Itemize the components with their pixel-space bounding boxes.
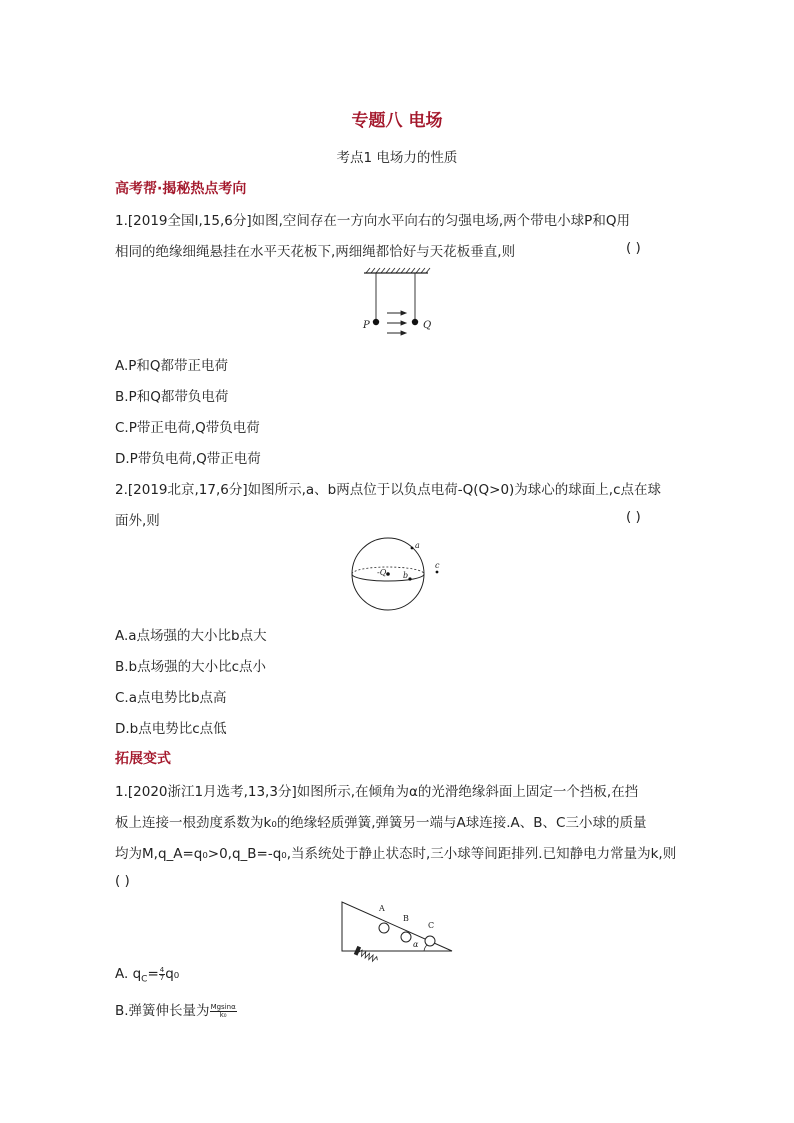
q1-stem-line1: 1.[2019全国Ⅰ,15,6分]如图,空间存在一方向水平向右的匀强电场,两个带电小球P和Q用: [115, 213, 630, 229]
q3-label-alpha: α: [413, 940, 419, 949]
q2-option-d: D.b点电势比c点低: [115, 721, 227, 737]
q3-stem-line2: 板上连接一根劲度系数为k₀的绝缘轻质弹簧,弹簧另一端与A球连接.A、B、C三小球的质量: [115, 815, 647, 831]
q3-option-a-sub: C: [141, 974, 148, 985]
q2-answer-paren: ( ): [626, 509, 641, 525]
page-title: 专题八 电场: [351, 111, 443, 131]
q3-option-b-fraction: [210, 1004, 237, 1019]
q2-label-c: c: [435, 561, 440, 570]
q2-figure-sphere: [350, 536, 450, 612]
q3-stem-line1: 1.[2020浙江1月选考,13,3分]如图所示,在倾角为α的光滑绝缘斜面上固定一个挡板,在挡: [115, 784, 639, 800]
q2-stem-line1: 2.[2019北京,17,6分]如图所示,a、b两点位于以负点电荷-Q(Q>0)为球心的球面上,c点在球: [115, 482, 662, 498]
q3-stem-line3: 均为M,q_A=q₀>0,q_B=-q₀,当系统处于静止状态时,三小球等间距排列.已知静电力常量为k,则: [115, 846, 677, 862]
q3-option-a-tail: q₀: [165, 966, 180, 982]
q3-label-ball-a: A: [379, 904, 385, 913]
q3-option-a-num: 4: [159, 965, 165, 974]
section-heading-hot-topics: 高考帮·揭秘热点考向: [115, 181, 247, 197]
q2-stem-line2: 面外,则: [115, 513, 160, 529]
q3-label-ball-c: C: [428, 921, 435, 930]
q1-label-q: Q: [423, 320, 432, 331]
q3-label-ball-b: B: [403, 914, 409, 923]
q1-option-c: C.P带正电荷,Q带负电荷: [115, 420, 260, 436]
q3-answer-paren: ( ): [115, 873, 130, 889]
q3-option-a: [115, 966, 179, 985]
q2-label-b: b: [403, 571, 409, 580]
q1-option-d: D.P带负电荷,Q带正电荷: [115, 451, 261, 467]
q3-figure-incline: [340, 898, 455, 954]
q3-option-b-num: Mgsinα: [210, 1002, 236, 1011]
q1-option-a: A.P和Q都带正电荷: [115, 358, 229, 374]
q1-label-p: P: [363, 320, 370, 331]
q3-option-b: [115, 999, 237, 1019]
q1-option-b: B.P和Q都带负电荷: [115, 389, 229, 405]
q2-option-c: C.a点电势比b点高: [115, 690, 227, 706]
q2-label-a: a: [415, 541, 420, 550]
page-subtitle: 考点1 电场力的性质: [336, 150, 458, 166]
q3-option-b-prefix: B.弹簧伸长量为: [115, 1003, 210, 1019]
q2-label-neg-q: -Q: [377, 568, 387, 577]
q2-option-b: B.b点场强的大小比c点小: [115, 659, 267, 675]
q1-stem-line2: 相同的绝缘细绳悬挂在水平天花板下,两细绳都恰好与天花板垂直,则: [115, 244, 516, 260]
q3-option-a-eq: =: [147, 966, 159, 982]
section-heading-extension: 拓展变式: [115, 751, 171, 767]
q3-option-b-den: k₀: [219, 1010, 227, 1019]
q3-option-a-prefix: A. q: [115, 966, 142, 982]
q3-option-a-den: 7: [159, 973, 165, 982]
q2-option-a: A.a点场强的大小比b点大: [115, 628, 267, 644]
q1-answer-paren: ( ): [626, 240, 641, 256]
